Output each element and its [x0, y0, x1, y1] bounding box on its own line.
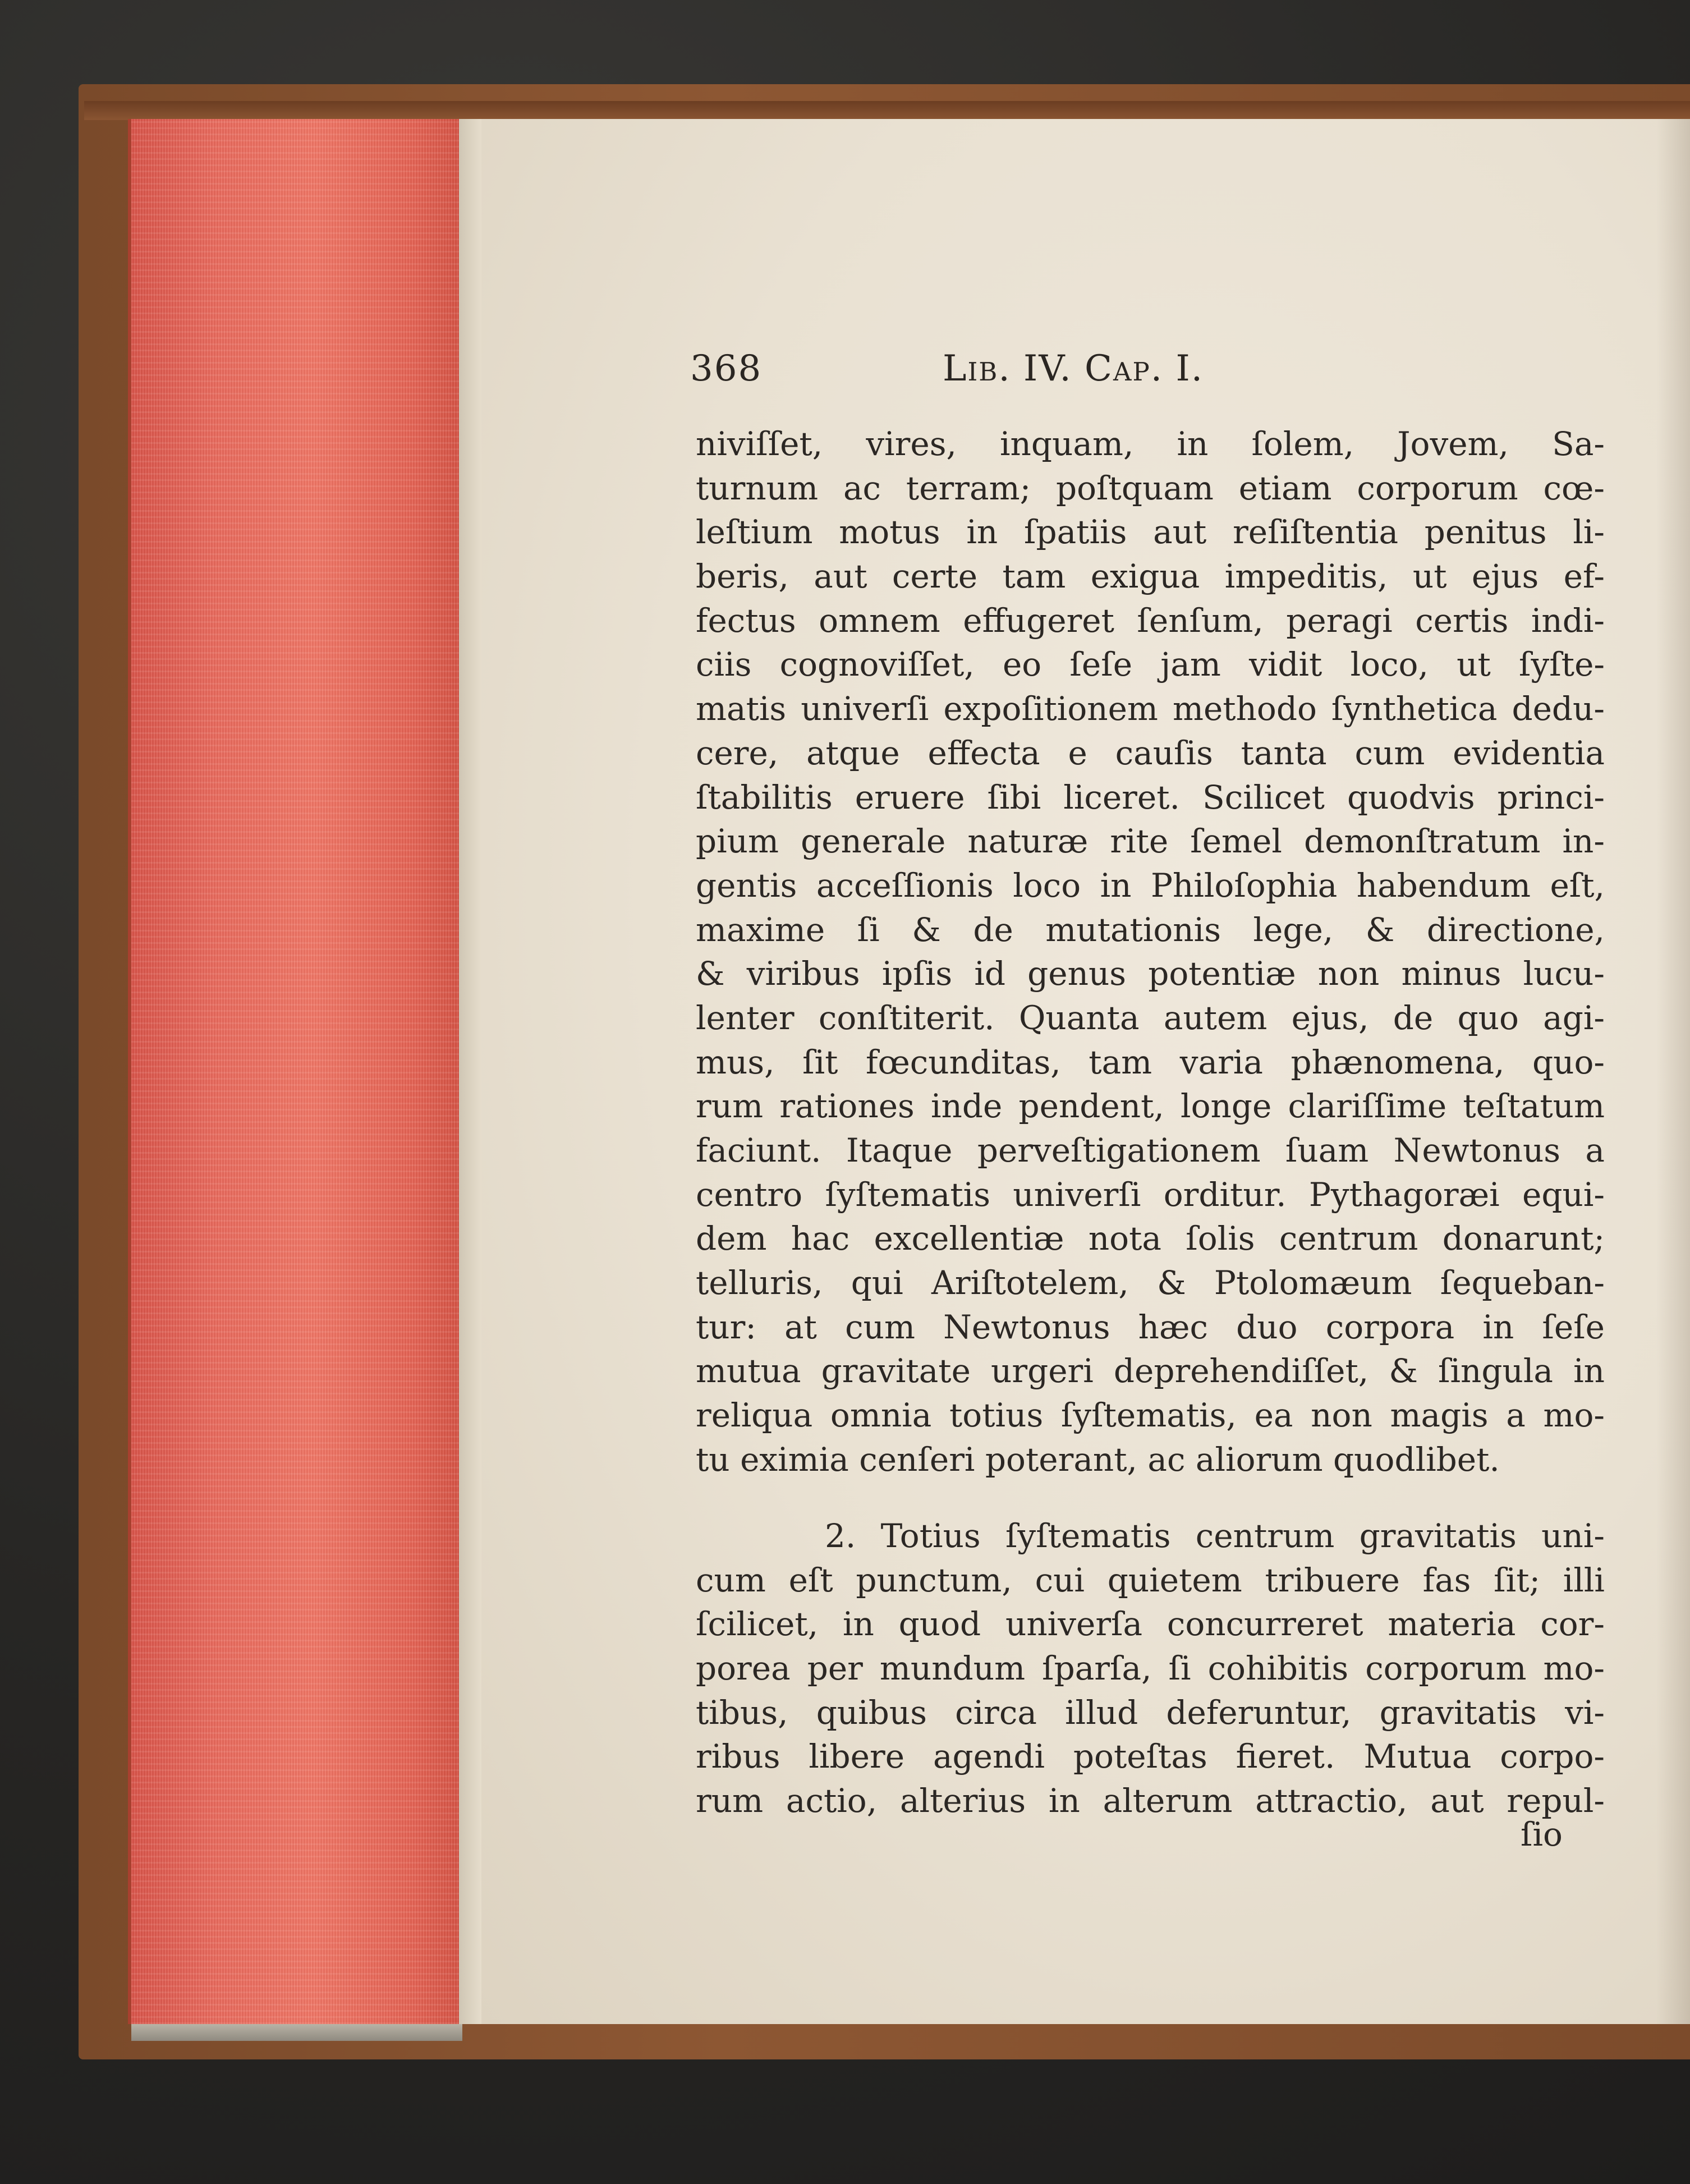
text-line: lenter conſtiterit. Quanta autem ejus, de quo agi- [696, 998, 1605, 1037]
text-line: cum eſt punctum, cui quietem tribuere fas ſit; illi [696, 1561, 1605, 1599]
book-cover-edge [84, 101, 1690, 120]
paragraph-2 [696, 1514, 1605, 1823]
text-line: ribus libere agendi poteſtas fieret. Mutua corpo- [696, 1737, 1605, 1776]
text-line: gentis acceſſionis loco in Philoſophia habendum eſt, [696, 866, 1605, 905]
catchword: ſio [1521, 1815, 1563, 1853]
text-line: rum rationes inde pendent, longe clariſſime teſtatum [696, 1087, 1605, 1126]
running-title: Lib. IV. Cap. I. [943, 348, 1204, 389]
text-line: porea per mundum ſparſa, ſi cohibitis corporum mo- [696, 1649, 1605, 1688]
text-line: fectus omnem effugeret ſenſum, peragi certis indi- [696, 601, 1605, 640]
page-gutter [459, 119, 481, 2024]
text-line: mutua gravitate urgeri deprehendiſſet, & ſingula in [696, 1352, 1605, 1391]
text-line: dem hac excellentiæ nota ſolis centrum donarunt; [696, 1219, 1605, 1258]
text-line: ſcilicet, in quod univerſa concurreret materia cor- [696, 1605, 1605, 1644]
text-line: leſtium motus in ſpatiis aut reſiſtentia penitus li- [696, 513, 1605, 552]
text-line: telluris, qui Ariſtotelem, & Ptolomæum ſequeban- [696, 1264, 1605, 1302]
red-page-edges [128, 119, 462, 2024]
page-shadow [1656, 119, 1690, 2024]
text-line: pium generale naturæ rite ſemel demonſtratum in- [696, 822, 1605, 861]
page-number: 368 [690, 348, 763, 389]
text-line: matis univerſi expoſitionem methodo ſynthetica dedu- [696, 690, 1605, 728]
text-line: ſtabilitis eruere ſibi liceret. Scilicet quodvis princi- [696, 778, 1605, 816]
text-line: mus, ſit fœcunditas, tam varia phænomena, quo- [696, 1043, 1605, 1081]
text-line: tur: at cum Newtonus hæc duo corpora in ſeſe [696, 1307, 1605, 1346]
text-line: beris, aut certe tam exigua impeditis, ut ejus ef- [696, 557, 1605, 596]
running-head [690, 348, 1335, 398]
paragraph-1 [696, 422, 1605, 1482]
text-line: & viribus ipſis id genus potentiæ non minus lucu- [696, 955, 1605, 993]
text-line: ciis cognoviſſet, eo ſeſe jam vidit loco, ut ſyſte- [696, 645, 1605, 684]
text-line: centro ſyſtematis univerſi orditur. Pythagoræi equi- [696, 1175, 1605, 1214]
text-line: niviſſet, vires, inquam, in ſolem, Jovem, Sa- [696, 425, 1605, 463]
text-line: rum actio, alterius in alterum attractio, aut repul- [696, 1782, 1605, 1820]
text-line: faciunt. Itaque perveſtigationem ſuam Newtonus a [696, 1131, 1605, 1169]
text-line: tibus, quibus circa illud deferuntur, gravitatis vi- [696, 1693, 1605, 1732]
text-line: cere, atque effecta e cauſis tanta cum evidentia [696, 733, 1605, 772]
text-line: 2. Totius ſyſtematis centrum gravitatis uni- [825, 1517, 1605, 1555]
text-line: maxime ſi & de mutationis lege, & directione, [696, 910, 1605, 949]
text-line: turnum ac terram; poſtquam etiam corporum cœ- [696, 469, 1605, 507]
text-line: tu eximia cenſeri poterant, ac aliorum quodlibet. [696, 1440, 1500, 1479]
text-line: reliqua omnia totius ſyſtematis, ea non magis a mo- [696, 1396, 1605, 1435]
